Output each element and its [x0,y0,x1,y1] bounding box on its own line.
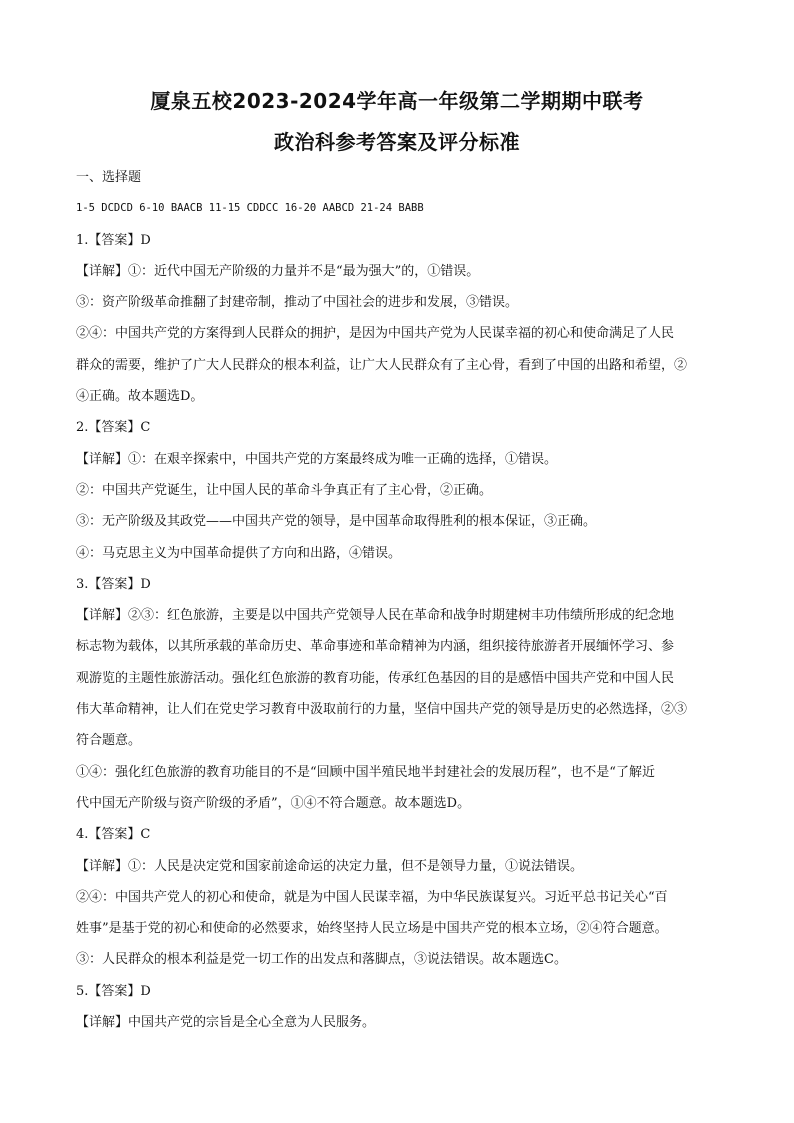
explanation-line: 【详解】②③：红色旅游，主要是以中国共产党领导人民在革命和战争时期建树丰功伟绩所形成的纪念地 [76,608,675,624]
explanation-line: ④正确。故本题选D。 [76,389,204,405]
explanation-line: 群众的需要，维护了广大人民群众的根本利益，让广大人民群众有了主心骨，看到了中国的出路和希望，② [76,357,688,373]
explanation-line: ①④：强化红色旅游的教育功能目的不是“回顾中国半殖民地半封建社会的发展历程”，也不是“了解近 [76,764,655,780]
question-answer: 3.【答案】D [76,576,151,592]
question-block-4 [76,819,746,975]
question-block-1 [76,225,746,413]
question-answer: 4.【答案】C [76,827,151,843]
question-block-2 [76,412,746,568]
explanation-line: ②④：中国共产党人的初心和使命，就是为中国人民谋幸福，为中华民族谋复兴。习近平总书记关心“百 [76,889,668,905]
document-subtitle: 政治科参考答案及评分标准 [274,130,520,154]
explanation-line: 姓事”是基于党的初心和使命的必然要求，始终坚持人民立场是中国共产党的根本立场，②④符合题意。 [76,921,668,937]
explanation-line: ③：无产阶级及其政党——中国共产党的领导，是中国革命取得胜利的根本保证，③正确。 [76,514,597,530]
explanation-line: 代中国无产阶级与资产阶级的矛盾”，①④不符合题意。故本题选D。 [76,795,471,811]
explanation-line: ③：资产阶级革命推翻了封建帝制，推动了中国社会的进步和发展，③错误。 [76,295,519,311]
explanation-line: 观游览的主题性旅游活动。强化红色旅游的教育功能，传承红色基因的目的是感悟中国共产党和中国人民 [76,670,675,686]
explanation-line: 【详解】①：近代中国无产阶级的力量并不是“最为强大”的，①错误。 [76,263,480,279]
document-body [76,162,746,1038]
explanation-line: 伟大革命精神，让人们在党史学习教育中汲取前行的力量，坚信中国共产党的领导是历史的必然选择，②③ [76,702,688,718]
document-title: 厦泉五校2023-2024学年高一年级第二学期期中联考 [150,89,644,113]
explanation-line: ④：马克思主义为中国革命提供了方向和出路，④错误。 [76,545,402,561]
explanation-line: 【详解】①：在艰辛探索中，中国共产党的方案最终成为唯一正确的选择，①错误。 [76,451,558,467]
explanation-line: ②④：中国共产党的方案得到人民群众的拥护，是因为中国共产党为人民谋幸福的初心和使命满足了人民 [76,326,675,342]
explanation-line: 符合题意。 [76,733,142,749]
question-block-5 [76,976,746,1039]
question-block-3 [76,569,746,819]
question-answer: 5.【答案】D [76,983,151,999]
explanation-line: 标志物为载体，以其所承载的革命历史、革命事迹和革命精神为内涵，组织接待旅游者开展缅怀学习、参 [76,639,675,655]
section-heading: 一、选择题 [76,170,142,185]
explanation-line: 【详解】中国共产党的宗旨是全心全意为人民服务。 [76,1015,376,1031]
explanation-line: ③：人民群众的根本利益是党一切工作的出发点和落脚点，③说法错误。故本题选C。 [76,952,567,968]
explanation-line: 【详解】①：人民是决定党和国家前途命运的决定力量，但不是领导力量，①说法错误。 [76,858,584,874]
question-answer: 2.【答案】C [76,420,151,436]
question-answer: 1.【答案】D [76,232,151,248]
explanation-line: ②：中国共产党诞生，让中国人民的革命斗争真正有了主心骨，②正确。 [76,482,493,498]
answer-key: 1-5 DCDCD 6-10 BAACB 11-15 CDDCC 16-20 AABCD 21-24 BABB [76,202,424,215]
